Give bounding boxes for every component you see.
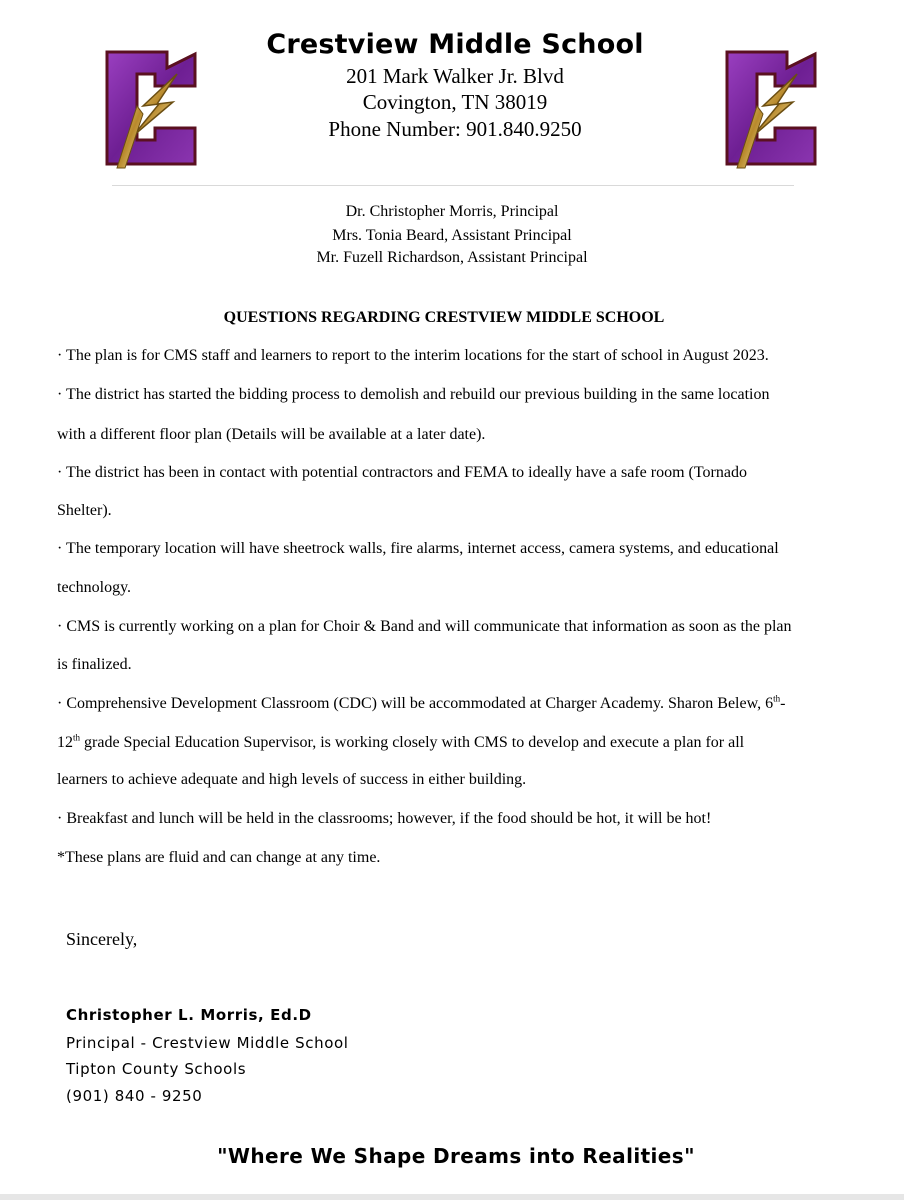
crestview-c-lightning-logo-icon [723,44,819,172]
signature-name: Christopher L. Morris, Ed.D [66,1006,312,1024]
plans-note: *These plans are fluid and can change at any time. [57,849,381,866]
bullet-safe-room-line2: Shelter). [57,502,112,519]
bullet-cdc-line3: learners to achieve adequate and high levels of success in either building. [57,771,527,788]
bullet-breakfast-lunch: · Breakfast and lunch will be held in the classrooms; however, if the food should be hot, it will be hot! [57,810,712,827]
crestview-c-lightning-logo-icon [103,44,199,172]
school-name: Crestview Middle School [266,29,644,60]
bullet-temporary-location-line1: · The temporary location will have sheetrock walls, fire alarms, internet access, camera systems, and educational [57,540,779,557]
closing-salutation: Sincerely, [66,929,138,949]
signature-district: Tipton County Schools [66,1060,247,1078]
letter-heading: QUESTIONS REGARDING CRESTVIEW MIDDLE SCHOOL [223,309,665,326]
address-city: Covington, TN 38019 [362,90,548,114]
staff-principal: Dr. Christopher Morris, Principal [345,203,559,220]
staff-assistant-principal-2: Mr. Fuzell Richardson, Assistant Principal [316,249,588,266]
bullet-rebuild-line2: with a different floor plan (Details will be available at a later date). [57,426,486,443]
bullet-cdc-line1: · Comprehensive Development Classroom (CDC) will be accommodated at Charger Academy. Sharon Belew, 6th- [57,693,786,712]
school-phone: Phone Number: 901.840.9250 [328,117,582,141]
school-motto: "Where We Shape Dreams into Realities" [217,1144,695,1168]
bullet-safe-room-line1: · The district has been in contact with potential contractors and FEMA to ideally have a safe room (Tornado [57,464,747,481]
signature-phone: (901) 840 - 9250 [66,1087,203,1105]
bullet-rebuild-line1: · The district has started the bidding process to demolish and rebuild our previous building in the same location [57,386,770,403]
page-bottom-edge [0,1194,904,1200]
bullet-choir-band-line2: is finalized. [57,656,132,673]
address-street: 201 Mark Walker Jr. Blvd [346,64,564,88]
staff-assistant-principal-1: Mrs. Tonia Beard, Assistant Principal [332,227,572,244]
bullet-temporary-location-line2: technology. [57,579,132,596]
bullet-cdc-line2: 12th grade Special Education Supervisor, is working closely with CMS to develop and execute a plan for all [57,732,745,751]
header-divider [112,185,794,186]
bullet-interim-locations: · The plan is for CMS staff and learners to report to the interim locations for the start of school in August 2023. [57,347,769,364]
signature-title: Principal - Crestview Middle School [66,1034,349,1052]
bullet-choir-band-line1: · CMS is currently working on a plan for Choir & Band and will communicate that information as soon as the plan [57,618,792,635]
